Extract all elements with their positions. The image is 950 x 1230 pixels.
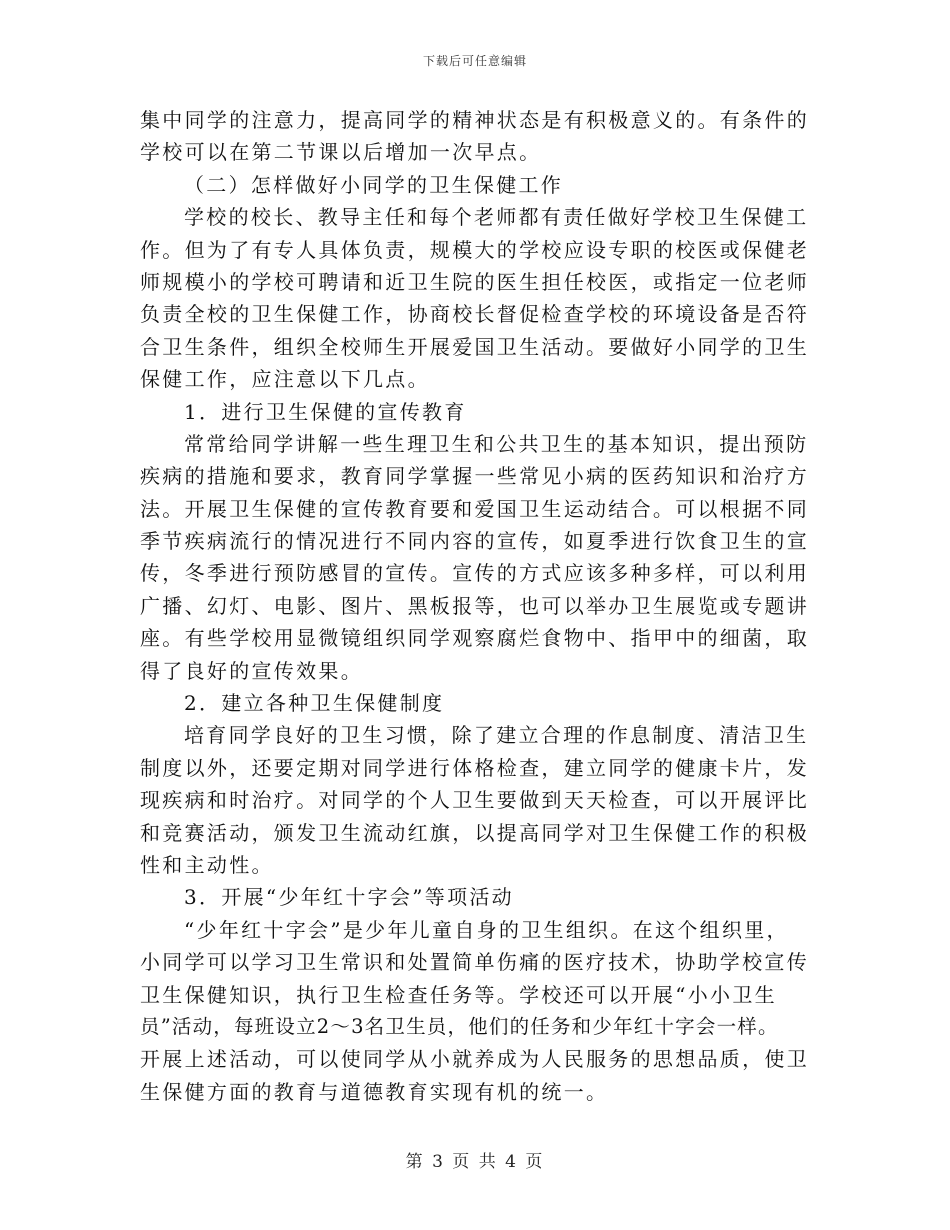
body-line: 广播、幻灯、电影、图片、黑板报等，也可以举办卫生展览或专题讲 [140, 593, 809, 618]
body-line: 疾病的措施和要求，教育同学掌握一些常见小病的医药知识和治疗方 [140, 464, 809, 489]
body-line: 保健工作，应注意以下几点。 [140, 367, 430, 392]
body-line: 生保健方面的教育与道德教育实现有机的统一。 [140, 1079, 609, 1104]
body-line: 座。有些学校用显微镜组织同学观察腐烂食物中、指甲中的细菌，取 [140, 626, 809, 651]
body-line: 卫生保健知识，执行卫生检查任务等。学校还可以开展“小小卫生 [140, 982, 777, 1007]
body-line: 负责全校的卫生保健工作，协商校长督促检查学校的环境设备是否符 [140, 302, 809, 327]
body-line: 学校的校长、教导主任和每个老师都有责任做好学校卫生保健工 [184, 205, 809, 230]
body-line: 学校可以在第二节课以后增加一次早点。 [140, 140, 542, 165]
body-line: 季节疾病流行的情况进行不同内容的宣传，如夏季进行饮食卫生的宣 [140, 529, 809, 554]
subsection-heading: 1．进行卫生保健的宣传教育 [184, 399, 467, 424]
body-line: 和竞赛活动，颁发卫生流动红旗，以提高同学对卫生保健工作的积极 [140, 820, 809, 845]
body-line: 现疾病和时治疗。对同学的个人卫生要做到天天检查，可以开展评比 [140, 788, 809, 813]
body-line: 常常给同学讲解一些生理卫生和公共卫生的基本知识，提出预防 [184, 431, 809, 456]
body-line: 小同学可以学习卫生常识和处置简单伤痛的医疗技术，协助学校宣传 [140, 950, 809, 975]
body-line: 培育同学良好的卫生习惯，除了建立合理的作息制度、清洁卫生 [184, 723, 809, 748]
page-number-footer: 第 3 页 共 4 页 [405, 1152, 545, 1172]
body-line: 性和主动性。 [140, 852, 274, 877]
body-line: 制度以外，还要定期对同学进行体格检查，建立同学的健康卡片，发 [140, 755, 809, 780]
body-line: 作。但为了有专人具体负责，规模大的学校应设专职的校医或保健老 [140, 237, 809, 262]
section-heading: （二）怎样做好小同学的卫生保健工作 [184, 172, 564, 197]
subsection-heading: 2．建立各种卫生保健制度 [184, 691, 445, 716]
document-body [140, 104, 820, 1108]
body-line: “少年红十字会”是少年儿童自身的卫生组织。在这个组织里， [184, 917, 789, 942]
body-line: 师规模小的学校可聘请和近卫生院的医生担任校医，或指定一位老师 [140, 269, 809, 294]
subsection-heading: 3．开展“少年红十字会”等项活动 [184, 885, 514, 910]
body-line: 法。开展卫生保健的宣传教育要和爱国卫生运动结合。可以根据不同 [140, 496, 809, 521]
body-line: 得了良好的宣传效果。 [140, 658, 363, 683]
body-line: 集中同学的注意力，提高同学的精神状态是有积极意义的。有条件的 [140, 108, 809, 132]
page-header: 下载后可任意编辑 [422, 54, 527, 68]
body-line: 合卫生条件，组织全校师生开展爱国卫生活动。要做好小同学的卫生 [140, 334, 809, 359]
body-line: 员”活动，每班设立2～3名卫生员，他们的任务和少年红十字会一样。 [140, 1014, 779, 1038]
body-line: 传，冬季进行预防感冒的宣传。宣传的方式应该多种多样，可以利用 [140, 561, 809, 586]
body-line: 开展上述活动，可以使同学从小就养成为人民服务的思想品质，使卫 [140, 1047, 809, 1072]
